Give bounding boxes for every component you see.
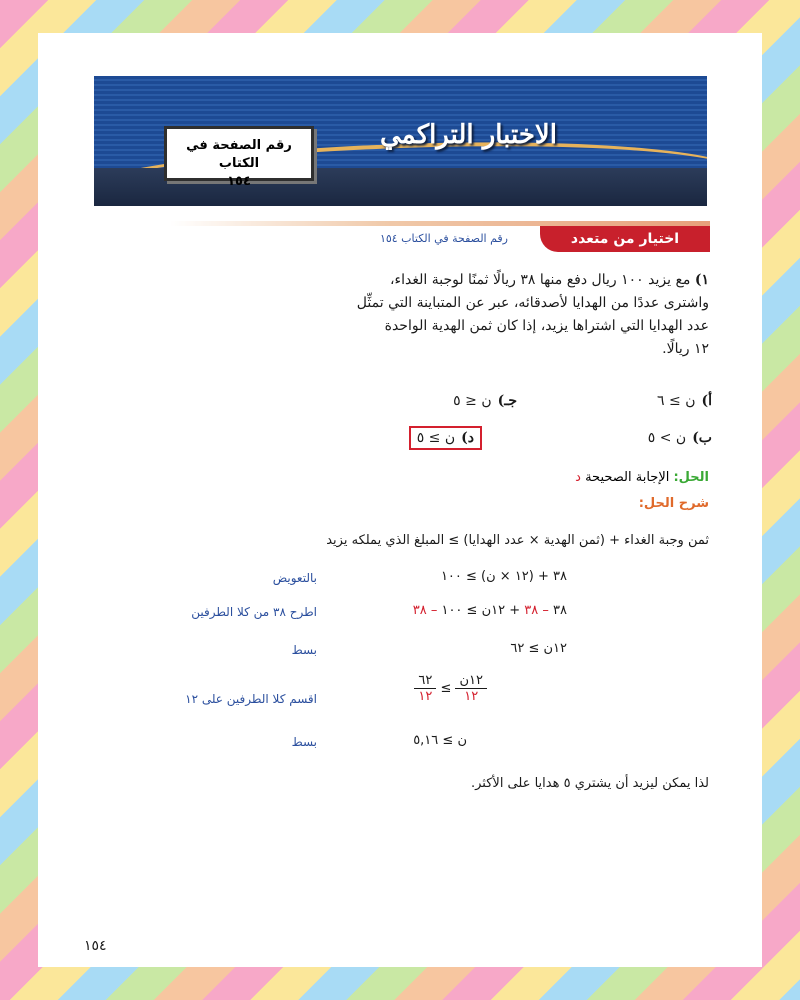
- step-3-expr: ١٢ن ≥ ٦٢: [510, 641, 567, 656]
- question-line-2: واشترى عددًا من الهدايا لأصدقائه، عبر عن المتباينة التي تمثِّل: [356, 295, 709, 311]
- fraction-left: $\frac{\text{١٢ن}}{١٢}$: [455, 673, 487, 704]
- choice-c[interactable]: جـ)ن ≤ ٥: [453, 393, 517, 409]
- question-line-4: ١٢ ريالًا.: [662, 341, 709, 357]
- general-statement: ثمن وجبة الغداء + (ثمن الهدية × عدد الهدايا) ≥ المبلغ الذي يملكه يزيد: [326, 533, 709, 548]
- book-page-label: رقم الصفحة في الكتاب: [186, 138, 292, 171]
- fraction-right: $\frac{٦٢}{١٢}$: [414, 673, 436, 704]
- question-line-1: ١) مع يزيد ١٠٠ ريال دفع منها ٣٨ ريالًا ثمنًا لوجبة الغداء،: [390, 272, 709, 288]
- conclusion: لذا يمكن ليزيد أن يشتري ٥ هدايا على الأكثر.: [470, 776, 709, 791]
- solution-label: الحل:: [673, 470, 709, 485]
- page: [38, 33, 762, 967]
- question-text: [294, 269, 709, 361]
- page-number: ١٥٤: [84, 938, 107, 954]
- step-4-expr: $\frac{\text{١٢ن}}{١٢}$ ≥ $\frac{٦٢}{١٢}$: [414, 673, 487, 704]
- choice-a[interactable]: أ)ن ≥ ٦: [657, 393, 712, 409]
- book-page-number: ١٥٤: [227, 174, 251, 189]
- step-1-expr: ٣٨ + (١٢ × ن) ≥ ١٠٠: [440, 569, 567, 584]
- choice-b[interactable]: ب)ن > ٥: [647, 430, 712, 446]
- explain-label: شرح الحل:: [638, 496, 709, 511]
- section-title: اختيار من متعدد: [540, 226, 710, 252]
- step-1-note: بالتعويض: [272, 571, 317, 585]
- answer-letter: د: [575, 470, 581, 485]
- section-page-ref: رقم الصفحة في الكتاب ١٥٤: [379, 232, 508, 245]
- answer-text: الإجابة الصحيحة: [585, 470, 670, 485]
- step-5-expr: ن ≥ ٥,١٦: [413, 733, 467, 748]
- step-2-expr: ٣٨ – ٣٨ + ١٢ن ≥ ١٠٠ – ٣٨: [412, 603, 567, 618]
- header-banner: [94, 76, 707, 206]
- step-2-note: اطرح ٣٨ من كلا الطرفين: [191, 605, 317, 619]
- question-line-3: عدد الهدايا التي اشتراها يزيد، إذا كان ثمن الهدية الواحدة: [384, 318, 709, 334]
- choice-d[interactable]: د)ن ≥ ٥: [409, 426, 482, 450]
- book-page-box: [164, 126, 314, 189]
- question-number: ١): [694, 272, 709, 288]
- step-3-note: بسط: [291, 643, 317, 657]
- step-5-note: بسط: [291, 735, 317, 749]
- step-4-note: اقسم كلا الطرفين على ١٢: [185, 692, 317, 706]
- banner-title: الاختبار التراكمي: [380, 120, 557, 150]
- solution-answer: [575, 470, 709, 485]
